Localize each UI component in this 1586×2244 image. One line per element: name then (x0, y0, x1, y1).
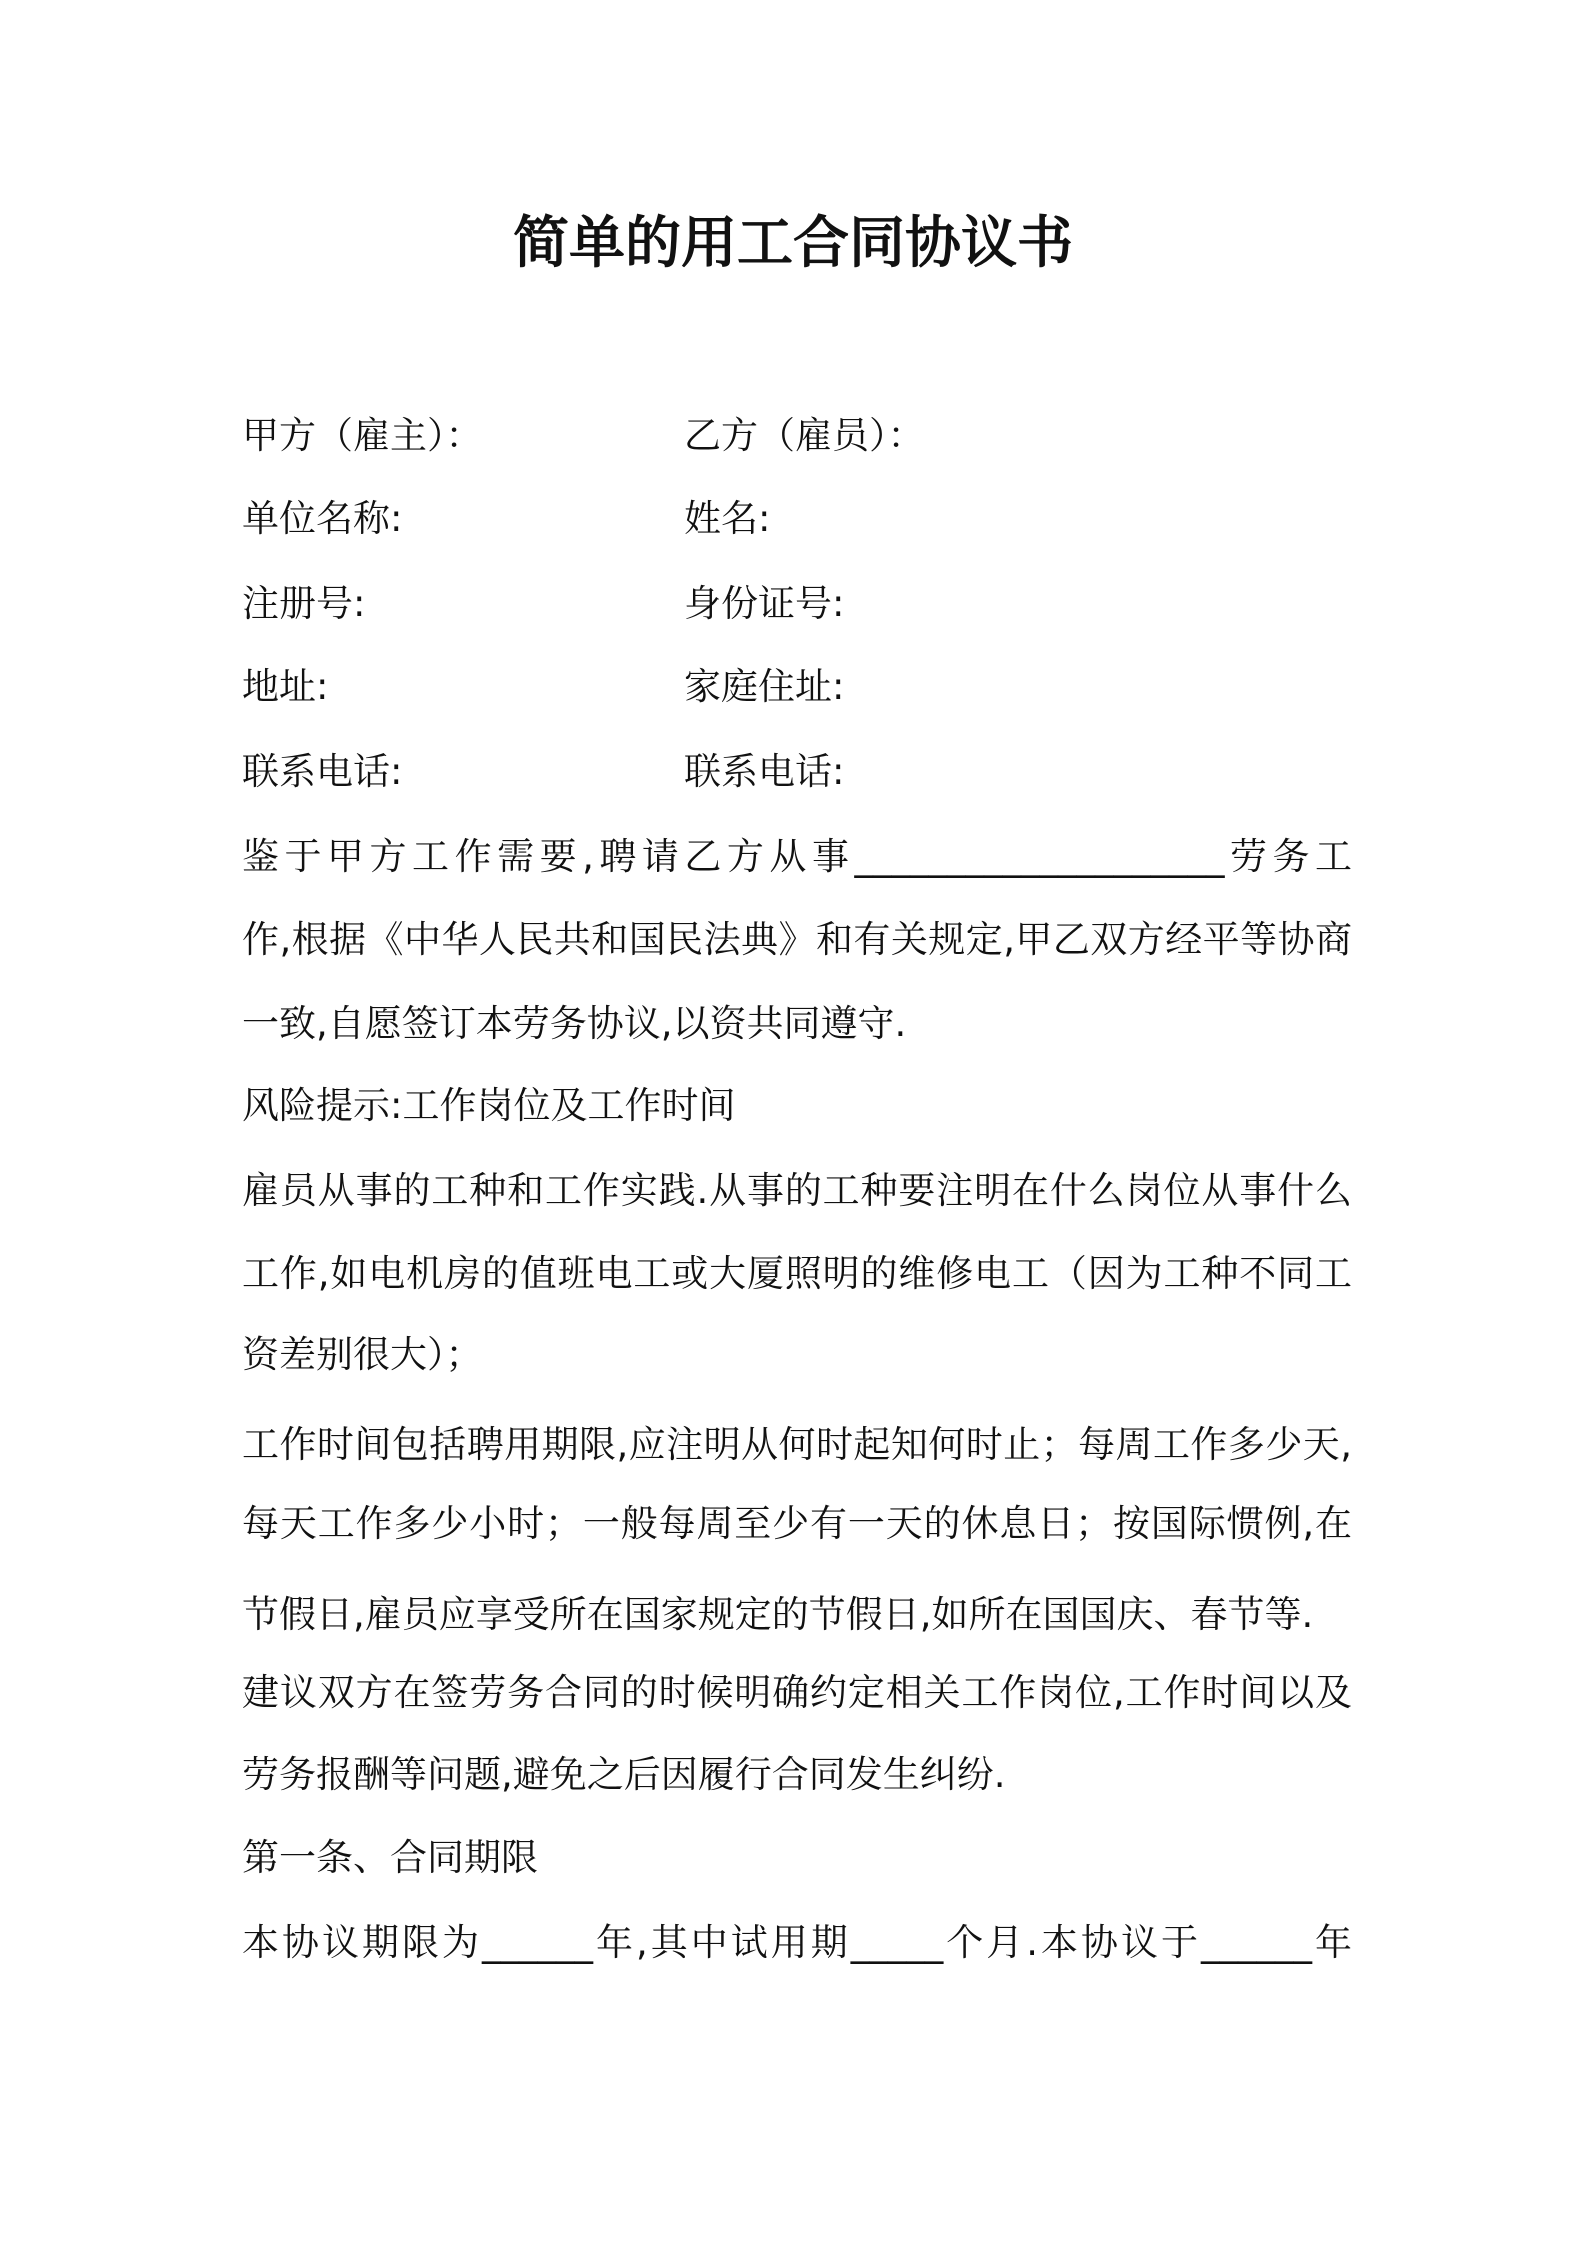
body-line: 雇员从事的工种和工作实践.从事的工种要注明在什么岗位从事什么 (242, 1169, 1352, 1212)
employee-label: 乙方（雇员）： (684, 414, 925, 457)
document-title: 简单的用工合同协议书 (513, 211, 1073, 276)
body-line: 资差别很大）； (242, 1333, 483, 1376)
employer-address-field: 地址: (242, 665, 329, 708)
body-line: 本协议期限为______年,其中试用期_____个月.本协议于______年 (242, 1921, 1352, 1964)
employer-company-name-field: 单位名称: (242, 497, 403, 540)
employee-id-number-field: 身份证号: (684, 582, 845, 625)
employee-home-address-field: 家庭住址: (684, 665, 845, 708)
employee-name-field: 姓名: (684, 497, 771, 540)
body-line: 作,根据《中华人民共和国民法典》和有关规定,甲乙双方经平等协商 (242, 918, 1352, 961)
employer-label: 甲方（雇主）： (242, 414, 483, 457)
body-line: 工作时间包括聘用期限,应注明从何时起知何时止；每周工作多少天, (242, 1423, 1352, 1466)
employer-phone-field: 联系电话: (242, 750, 403, 793)
employee-phone-field: 联系电话: (684, 750, 845, 793)
article-heading-contract-term: 第一条、合同期限 (242, 1836, 538, 1879)
body-line: 鉴于甲方工作需要,聘请乙方从事____________________劳务工 (242, 835, 1352, 878)
body-line: 节假日,雇员应享受所在国家规定的节假日,如所在国国庆、春节等. (242, 1593, 1314, 1636)
body-line: 工作,如电机房的值班电工或大厦照明的维修电工（因为工种不同工 (242, 1252, 1352, 1295)
body-line: 每天工作多少小时；一般每周至少有一天的休息日；按国际惯例,在 (242, 1502, 1352, 1545)
section-heading-risk-notice: 风险提示:工作岗位及工作时间 (242, 1084, 736, 1127)
employer-registration-number-field: 注册号: (242, 582, 366, 625)
body-line: 劳务报酬等问题,避免之后因履行合同发生纠纷. (242, 1753, 1006, 1796)
body-line: 建议双方在签劳务合同的时候明确约定相关工作岗位,工作时间以及 (242, 1671, 1352, 1714)
body-line: 一致,自愿签订本劳务协议,以资共同遵守. (242, 1002, 907, 1045)
